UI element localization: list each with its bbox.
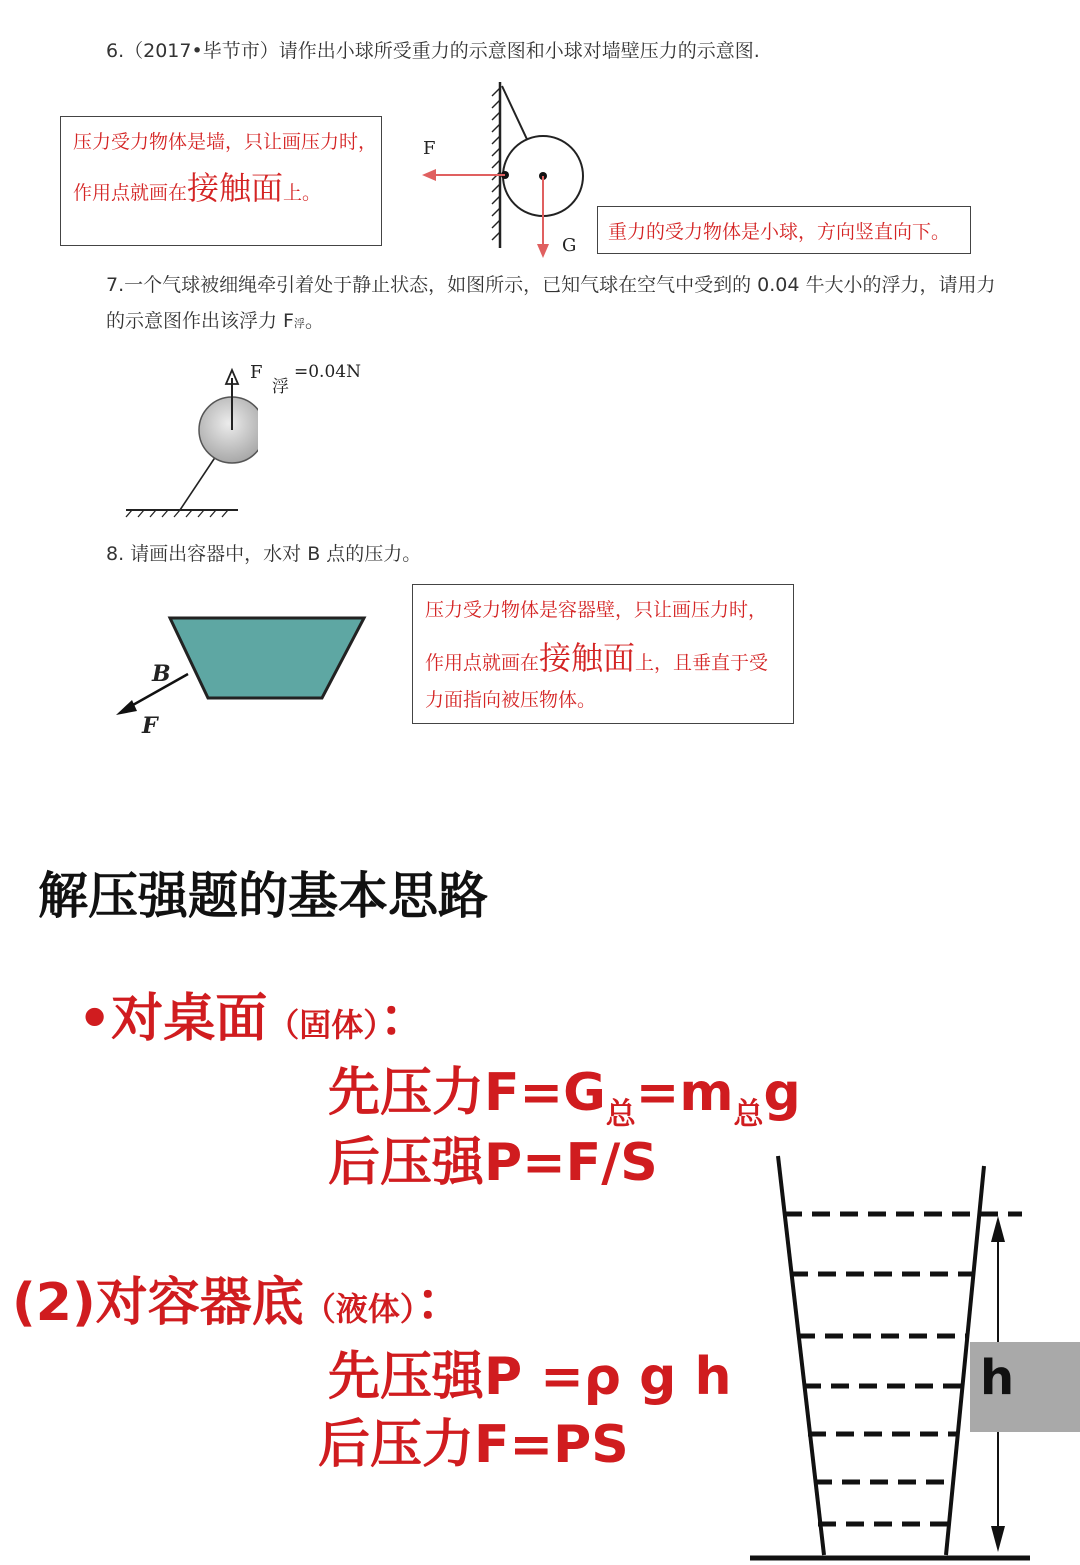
note-gravity: 重力的受力物体是小球，方向竖直向下。	[597, 206, 971, 254]
note-container-pressure: 压力受力物体是容器壁，只让画压力时， 作用点就画在接触面上，且垂直于受 力面指向被压物体。	[412, 584, 794, 724]
note-wall-pressure	[60, 116, 382, 246]
solid-formula-2: 后压强P=F/S	[328, 1133, 658, 1193]
liquid-heading: (2)对容器底（液体）：	[12, 1273, 468, 1333]
label-F-buoyancy: F	[250, 362, 263, 383]
note-wall-line1: 压力受力物体是墙，只让画压力时，	[73, 131, 378, 153]
balloon-diagram	[118, 360, 258, 520]
question-6-text: 6.（2017•毕节市）请作出小球所受重力的示意图和小球对墙壁压力的示意图.	[106, 40, 760, 62]
question-7-line2: 的示意图作出该浮力 F浮。	[106, 310, 324, 332]
question-7-line1: 7.一个气球被细绳牵引着处于静止状态，如图所示，已知气球在空气中受到的 0.04 牛大小的浮力，请用力	[106, 274, 996, 296]
solid-heading: •对桌面（固体）：	[78, 989, 432, 1049]
depth-label-h: h	[980, 1350, 1015, 1406]
label-G: G	[562, 235, 577, 256]
liquid-formula-1: 先压强P =ρ g h	[328, 1347, 732, 1407]
section-title: 解压强题的基本思路	[38, 867, 488, 925]
liquid-formula-2: 后压力F=PS	[318, 1415, 629, 1475]
contact-surface-emphasis: 接触面	[187, 169, 284, 207]
question-8-text: 8. 请画出容器中，水对 B 点的压力。	[106, 543, 422, 565]
solid-formula-1: 先压力$F=G_总=m_总g$	[328, 1063, 801, 1132]
label-buoyancy-value: =0.04N	[294, 362, 361, 382]
contact-surface-emphasis-2: 接触面	[539, 639, 636, 677]
label-buoyancy-sub: 浮	[272, 377, 289, 397]
label-B: B	[152, 661, 171, 687]
label-F-wall: F	[423, 138, 436, 159]
note-wall-line2: 作用点就画在接触面上。	[73, 169, 322, 207]
liquid-depth-diagram	[740, 1150, 1080, 1565]
label-F-container: F	[142, 713, 158, 739]
